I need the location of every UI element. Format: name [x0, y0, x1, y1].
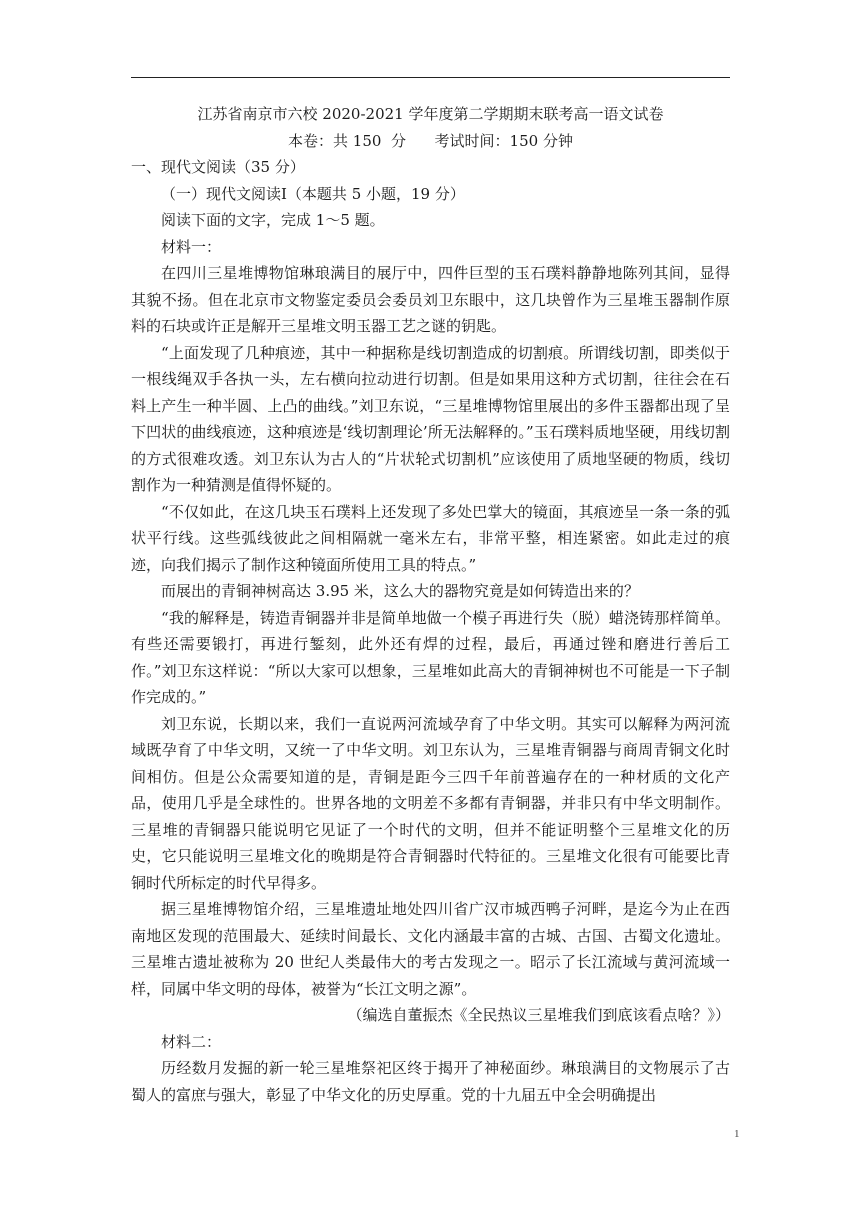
paragraph: 历经数月发掘的新一轮三星堆祭祀区终于揭开了神秘面纱。琳琅满目的文物展示了古蜀人的富庶与强大，彰显了中华文化的历史厚重。党的十九届五中全会明确提出: [131, 1059, 730, 1104]
paragraph: 刘卫东说，长期以来，我们一直说两河流域孕育了中华文明。其实可以解释为两河流域既孕育了中华文明，又统一了中华文明。刘卫东认为，三星堆青铜器与商周青铜文化时间相仿。但是公众需要知道的是，青铜是距今三四千年前普遍存在的一种材质的文化产品，使用几乎是全球性的。世界各地的文明差不多都有青铜器，并非只有中华文明制作。三星堆的青铜器只能说明它见证了一个时代的文明，但并不能证明整个三星堆文化的历史，它只能说明三星堆文化的晚期是符合青铜器时代特征的。三星堆文化很有可能要比青铜时代所标定的时代早得多。: [131, 714, 730, 892]
exam-subtitle: 本卷：共 150 分 考试时间：150 分钟: [288, 131, 573, 150]
paragraph: “不仅如此，在这几块玉石璞料上还发现了多处巴掌大的镜面，其痕迹呈一条一条的弧状平行线。这些弧线彼此之间相隔就一毫米左右，非常平整，相连紧密。如此走过的痕迹，向我们揭示了制作这种镜面所使用工具的特点。”: [131, 502, 730, 574]
paragraph: 而展出的青铜神树高达 3.95 米，这么大的器物究竟是如何铸造出来的？: [161, 582, 639, 600]
document-body: [131, 101, 730, 1108]
paragraph: “上面发现了几种痕迹，其中一种据称是线切割造成的切割痕。所谓线切割，即类似于一根线绳双手各执一头，左右横向拉动进行切割。但是如果用这种方式切割，往往会在石料上产生一种半圆、上凸的曲线。”刘卫东说，“三星堆博物馆里展出的多件玉器都出现了呈下凹状的曲线痕迹，这种痕迹是‘线切割理论’所无法解释的。”玉石璞料质地坚硬，用线切割的方式很难攻透。刘卫东认为古人的“片状轮式切割机”应该使用了质地坚硬的物质，线切割作为一种猜测是值得怀疑的。: [131, 343, 730, 494]
paragraph: 在四川三星堆博物馆琳琅满目的展厅中，四件巨型的玉石璞料静静地陈列其间，显得其貌不扬。但在北京市文物鉴定委员会委员刘卫东眼中，这几块曾作为三星堆玉器制作原料的石块或许正是解开三星堆文明玉器工艺之谜的钥匙。: [131, 264, 730, 335]
page-number: 1: [734, 1128, 740, 1140]
header-rule: [131, 77, 730, 78]
paragraph: “我的解释是，铸造青铜器并非是简单地做一个模子再进行失（脱）蜡浇铸那样简单。有些还需要锻打，再进行錾刻，此外还有焊的过程，最后，再通过锉和磨进行善后工作。”刘卫东这样说：“所以大家可以想象，三星堆如此高大的青铜神树也不可能是一下子制作完成的。”: [131, 608, 730, 706]
section-heading: 一、现代文阅读（35 分）: [131, 158, 305, 176]
material-one-label: 材料一：: [161, 237, 222, 256]
instruction-text: 阅读下面的文字，完成 1～5 题。: [161, 211, 385, 229]
paragraph: 据三星堆博物馆介绍，三星堆遗址地处四川省广汉市城西鸭子河畔，是迄今为止在西南地区发现的范围最大、延续时间最长、文化内涵最丰富的古城、古国、古蜀文化遗址。三星堆古遗址被称为 20 世纪人类最伟大的考古发现之一。昭示了长江流域与黄河流域一样，同属中华文明的母体，被誉为“长江文明之源”。: [131, 900, 730, 998]
part-heading: （一）现代文阅读Ⅰ（本题共 5 小题，19 分）: [161, 184, 465, 203]
material-two-label: 材料二：: [161, 1032, 222, 1051]
source-citation: （编选自董振杰《全民热议三星堆我们到底该看点啥？》）: [347, 1006, 730, 1024]
exam-title: 江苏省南京市六校 2020-2021 学年度第二学期期末联考高一语文试卷: [197, 105, 664, 123]
